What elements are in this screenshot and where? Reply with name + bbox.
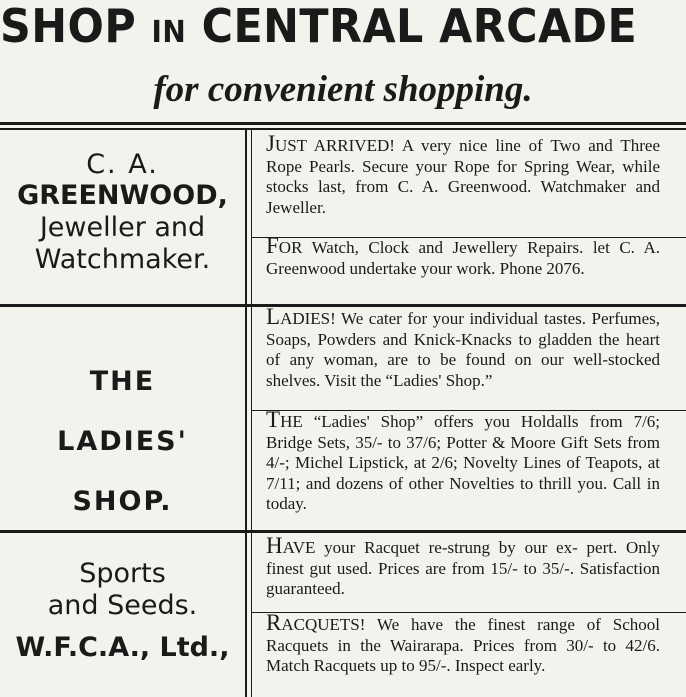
ad-ladies-2 <box>266 407 661 515</box>
ad-first-line: HE “Ladies' Shop” offers you Holdalls <box>280 412 579 431</box>
ad-text <box>266 304 660 391</box>
headline-in: IN <box>151 15 187 50</box>
advertiser-greenwood <box>0 150 245 276</box>
ad-first-line: OR Watch, Clock and Jewellery Repairs. <box>278 238 584 257</box>
ad-first-line: ACQUETS! We have the finest range of <box>281 615 601 634</box>
ad-ladies-1 <box>266 304 660 391</box>
ad-text <box>266 407 661 515</box>
advertiser-line: Sports <box>79 558 166 589</box>
advertiser-wfca <box>0 558 245 674</box>
top-rule <box>0 122 686 125</box>
ad-text <box>266 233 660 279</box>
ad-wfca-2 <box>266 610 660 677</box>
advertiser-line: SHOP. <box>72 486 173 517</box>
drop-cap: R <box>266 610 282 635</box>
ad-wfca-1 <box>266 533 661 600</box>
advertiser-name: GREENWOOD, <box>17 180 228 211</box>
ad-divider <box>252 612 686 613</box>
drop-cap: L <box>266 304 281 329</box>
drop-cap: F <box>266 233 279 258</box>
advertiser-line: and Seeds. <box>47 590 198 621</box>
headline-shop: SHOP <box>0 0 137 53</box>
advertiser-line: Watchmaker. <box>34 244 211 275</box>
subheadline: for convenient shopping. <box>153 69 533 110</box>
section-rule <box>0 530 686 533</box>
advertiser-line: THE <box>89 366 156 397</box>
ad-body: pert. Only finest gut used. Prices are from 15/- to 35/-. Satisfaction guaranteed. <box>266 538 661 599</box>
section-rule <box>0 304 686 307</box>
ad-text <box>266 610 660 677</box>
headline-central-arcade: CENTRAL ARCADE <box>201 0 638 53</box>
drop-cap: H <box>266 533 283 558</box>
ad-body: School Racquets in the Wairarapa. Prices from 30/- to 42/6. Match Racquets up to 95/-. Inspect early. <box>266 615 660 676</box>
ad-body: tastes. Perfumes, Soaps, Powders and Knick-Knacks to gladden the heart of any woman, are to be found on our well-stocked shelves. Visit the “Ladies' Shop.” <box>266 309 660 390</box>
ad-body: and Three Rope Pearls. Secure your Rope for Spring Wear, while stocks last, from C. A. Greenwood. Watchmaker and Jeweller. <box>266 136 661 217</box>
drop-cap: J <box>266 131 275 156</box>
ad-text <box>266 131 661 218</box>
ad-body: from 7/6; Bridge Sets, 35/- to 37/6; Potter & Moore Gift Sets from 4/-; Michel Lipstick, at 2/6; Novelty Lines of Teapots, at 7/11; and dozens of other Novelties to thrill you. Call in today. <box>266 412 661 514</box>
advertiser-line: Jeweller and <box>39 212 206 243</box>
ad-first-line: UST ARRIVED! A very nice line of Two <box>274 136 581 155</box>
advertiser-line: C. A. <box>86 149 159 180</box>
column-divider <box>245 130 247 697</box>
ad-first-line: ADIES! We cater for your individual <box>280 309 539 328</box>
top-rule-inner <box>0 128 686 130</box>
advertiser-name: LADIES' <box>57 426 188 457</box>
ad-greenwood-2 <box>266 233 660 279</box>
headline <box>0 0 638 58</box>
advertiser-ladies-shop <box>0 352 245 532</box>
ad-first-line: AVE your Racquet re-strung by our ex- <box>282 538 578 557</box>
advertiser-name: W.F.C.A., Ltd., <box>15 632 230 663</box>
ad-body: let C. A. Greenwood undertake your work. Phone 2076. <box>266 238 660 278</box>
ad-greenwood-1 <box>266 131 661 218</box>
ad-text <box>266 533 661 600</box>
drop-cap: T <box>266 407 281 432</box>
